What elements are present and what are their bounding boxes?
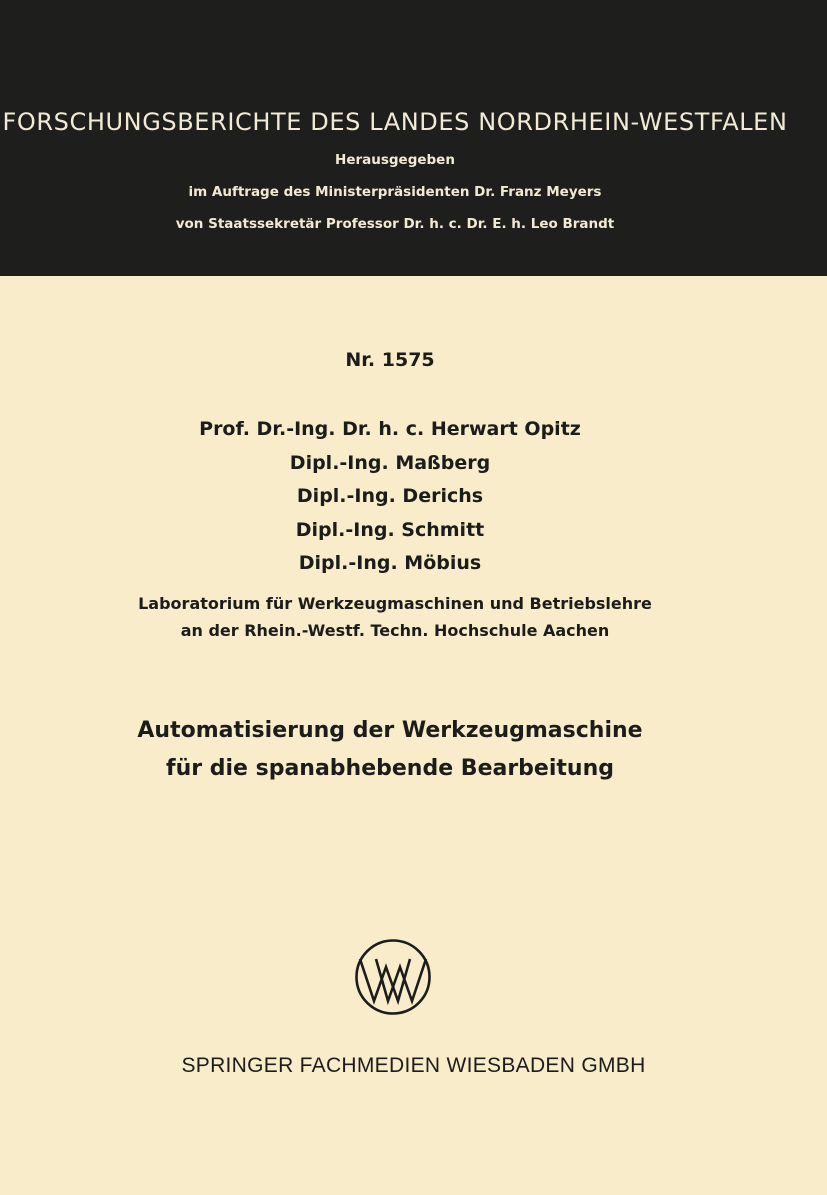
- author-name: Dipl.-Ing. Derichs: [296, 485, 484, 507]
- institution-line: an der Rhein.-Westf. Techn. Hochschule Aachen: [180, 621, 610, 640]
- header-line-secretary: von Staatssekretär Professor Dr. h. c. Dr. E. h. Leo Brandt: [175, 216, 615, 232]
- institution-line: Laboratorium für Werkzeugmaschinen und Betriebslehre: [138, 594, 652, 613]
- author-name: Dipl.-Ing. Maßberg: [289, 451, 491, 474]
- author-name: Dipl.-Ing. Möbius: [298, 552, 482, 574]
- springer-ww-logo-icon: [353, 937, 433, 1017]
- header-band: [0, 0, 827, 276]
- series-title: FORSCHUNGSBERICHTE DES LANDES NORDRHEIN-WESTFALEN: [2, 108, 788, 136]
- publisher: SPRINGER FACHMEDIEN WIESBADEN GMBH: [181, 1054, 646, 1077]
- title-line: Automatisierung der Werkzeugmaschine: [137, 718, 643, 743]
- author-name: Dipl.-Ing. Schmitt: [295, 518, 485, 541]
- institution: [0, 590, 790, 644]
- header-line-commission: im Auftrage des Ministerpräsidenten Dr. Franz Meyers: [188, 184, 602, 200]
- book-title: [0, 712, 780, 788]
- author-list: [0, 413, 780, 581]
- report-number: Nr. 1575: [345, 349, 435, 371]
- title-line: für die spanabhebende Bearbeitung: [166, 756, 614, 781]
- author-name: Prof. Dr.-Ing. Dr. h. c. Herwart Opitz: [199, 418, 581, 440]
- header-line-editor: Herausgegeben: [335, 152, 455, 168]
